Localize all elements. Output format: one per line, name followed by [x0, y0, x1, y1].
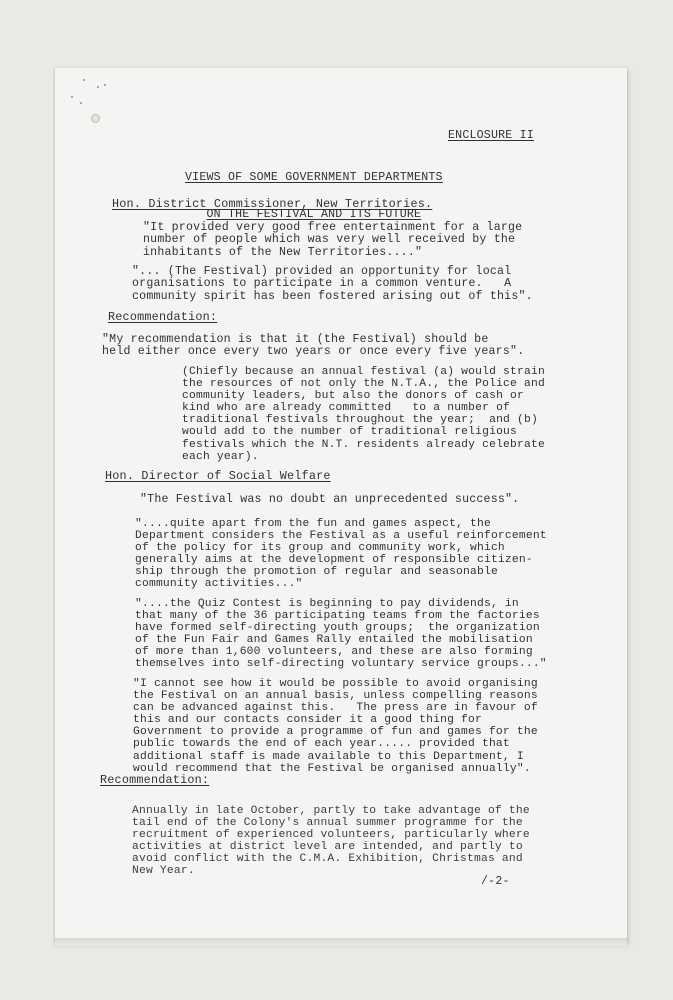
quote-paragraph: "It provided very good free entertainment for a large number of people which was very well received by the inhabitants of the New Territories...." — [143, 221, 523, 259]
quote-paragraph: "I cannot see how it would be possible to avoid organising the Festival on an annual basis, unless compelling reasons can be advanced against this. The press are in favour of this and our contacts consider it a good thing for Government to provide a programme of fun and games for the public towards the end of each year..... provided that additional staff is made available to this Department, I would recommend that the Festival be organised annually". — [133, 678, 538, 775]
document-page — [55, 68, 627, 943]
paper-speck — [97, 86, 99, 88]
recommendation-paragraph: "My recommendation is that it (the Festival) should be held either once every two years or once every five years". — [102, 333, 525, 359]
title-line-1: VIEWS OF SOME GOVERNMENT DEPARTMENTS — [185, 171, 443, 185]
paper-speck — [80, 102, 82, 104]
page-number: /-2- — [481, 875, 510, 888]
page-shadow — [55, 938, 627, 946]
recommendation-heading: Recommendation: — [108, 310, 218, 324]
section-heading-district-commissioner: Hon. District Commissioner, New Territories. — [112, 197, 433, 211]
title-line-2: ON THE FESTIVAL AND ITS FUTURE — [206, 208, 422, 222]
paper-speck — [71, 96, 73, 98]
punch-hole — [91, 114, 100, 123]
quote-paragraph: "....quite apart from the fun and games aspect, the Department considers the Festival as a useful reinforcement of the policy for its group and community work, which generally aims at the development of responsible citizen- ship through the promotion of regular and seasonable community activities..." — [135, 518, 547, 591]
paper-speck — [83, 79, 85, 81]
recommendation-note: (Chiefly because an annual festival (a) would strain the resources of not only the N.T.A., the Police and community leaders, but also the donors of cash or kind who are already committed to a number of traditional festivals throughout the year; and (b) would add to the number of traditional religious festivals which the N.T. residents already celebrate each year). — [182, 366, 545, 463]
quote-paragraph: "....the Quiz Contest is beginning to pay dividends, in that many of the 36 participating teams from the factories have formed self-directing youth groups; the organization of the Fun Fair and Games Rally entailed the mobilisation of more than 1,600 volunteers, and these are also forming themselves into self-directing voluntary service groups..." — [135, 598, 547, 671]
recommendation-paragraph: Annually in late October, partly to take advantage of the tail end of the Colony's annual summer programme for the recruitment of experienced volunteers, particularly where activities at district level are intended, and partly to avoid conflict with the C.M.A. Exhibition, Christmas and New Year. — [132, 805, 530, 878]
paper-speck — [104, 84, 106, 86]
recommendation-heading: Recommendation: — [100, 773, 210, 787]
section-heading-social-welfare: Hon. Director of Social Welfare — [105, 469, 331, 483]
quote-paragraph: "The Festival was no doubt an unprecedented success". — [140, 493, 520, 506]
quote-paragraph: "... (The Festival) provided an opportunity for local organisations to participate in a common venture. A community spirit has been fostered arising out of this". — [132, 265, 533, 303]
enclosure-label: ENCLOSURE II — [448, 129, 534, 142]
